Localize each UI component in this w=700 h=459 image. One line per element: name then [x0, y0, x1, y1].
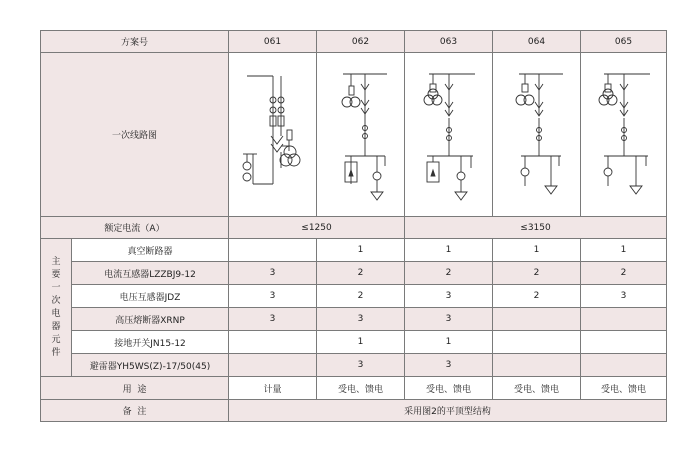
component-qty: 3 — [405, 308, 493, 331]
component-name: 接地开关JN15-12 — [72, 331, 229, 354]
component-qty: 3 — [405, 285, 493, 308]
component-qty — [229, 239, 317, 262]
component-qty — [581, 331, 667, 354]
component-row — [41, 262, 667, 285]
header-row — [41, 31, 667, 53]
component-name: 高压熔断器XRNP — [72, 308, 229, 331]
primary-circuit-label: 一次线路图 — [41, 53, 229, 217]
main-components-group-label: 主 要 一 次 电 器 元 件 — [41, 239, 72, 377]
circuit-diagram-064 — [493, 53, 581, 217]
component-qty: 1 — [317, 239, 405, 262]
component-qty: 2 — [581, 262, 667, 285]
diagram-row — [41, 53, 667, 217]
component-qty — [493, 354, 581, 377]
usage-label: 用 途 — [41, 377, 229, 400]
remarks-value: 采用图2的平顶型结构 — [229, 400, 667, 422]
remarks-label: 备 注 — [41, 400, 229, 422]
component-name: 避雷器YH5WS(Z)-17/50(45) — [72, 354, 229, 377]
scheme-063: 063 — [405, 31, 493, 53]
usage-value: 计量 — [229, 377, 317, 400]
component-qty: 2 — [493, 262, 581, 285]
component-qty: 3 — [229, 308, 317, 331]
component-qty: 3 — [405, 354, 493, 377]
component-qty: 1 — [405, 239, 493, 262]
component-row — [41, 354, 667, 377]
scheme-062: 062 — [317, 31, 405, 53]
component-qty: 3 — [317, 308, 405, 331]
usage-value: 受电、馈电 — [493, 377, 581, 400]
component-qty: 2 — [405, 262, 493, 285]
component-qty: 2 — [317, 285, 405, 308]
component-row — [41, 285, 667, 308]
component-qty: 2 — [493, 285, 581, 308]
component-name: 电流互感器LZZBJ9-12 — [72, 262, 229, 285]
rated-current-3150: ≤3150 — [405, 217, 667, 239]
scheme-065: 065 — [581, 31, 667, 53]
component-qty — [581, 354, 667, 377]
component-name: 真空断路器 — [72, 239, 229, 262]
switchgear-scheme-table — [40, 30, 667, 422]
component-qty: 3 — [229, 262, 317, 285]
component-qty — [493, 331, 581, 354]
component-name: 电压互感器JDZ — [72, 285, 229, 308]
component-qty: 3 — [229, 285, 317, 308]
component-qty — [229, 354, 317, 377]
component-qty: 3 — [317, 354, 405, 377]
component-row — [41, 239, 667, 262]
rated-current-row — [41, 217, 667, 239]
circuit-diagram-065 — [581, 53, 667, 217]
component-qty: 1 — [493, 239, 581, 262]
component-qty: 1 — [581, 239, 667, 262]
circuit-diagram-062 — [317, 53, 405, 217]
usage-row — [41, 377, 667, 400]
circuit-diagram-063 — [405, 53, 493, 217]
remarks-row — [41, 400, 667, 422]
component-qty — [229, 331, 317, 354]
scheme-064: 064 — [493, 31, 581, 53]
component-row — [41, 308, 667, 331]
scheme-061: 061 — [229, 31, 317, 53]
usage-value: 受电、馈电 — [317, 377, 405, 400]
component-row — [41, 331, 667, 354]
rated-current-1250: ≤1250 — [229, 217, 405, 239]
rated-current-label: 额定电流（A） — [41, 217, 229, 239]
component-qty: 1 — [317, 331, 405, 354]
component-qty: 2 — [317, 262, 405, 285]
usage-value: 受电、馈电 — [581, 377, 667, 400]
scheme-number-label: 方案号 — [41, 31, 229, 53]
component-qty: 1 — [405, 331, 493, 354]
circuit-diagram-061 — [229, 53, 317, 217]
component-qty — [581, 308, 667, 331]
usage-value: 受电、馈电 — [405, 377, 493, 400]
component-qty: 3 — [581, 285, 667, 308]
component-qty — [493, 308, 581, 331]
